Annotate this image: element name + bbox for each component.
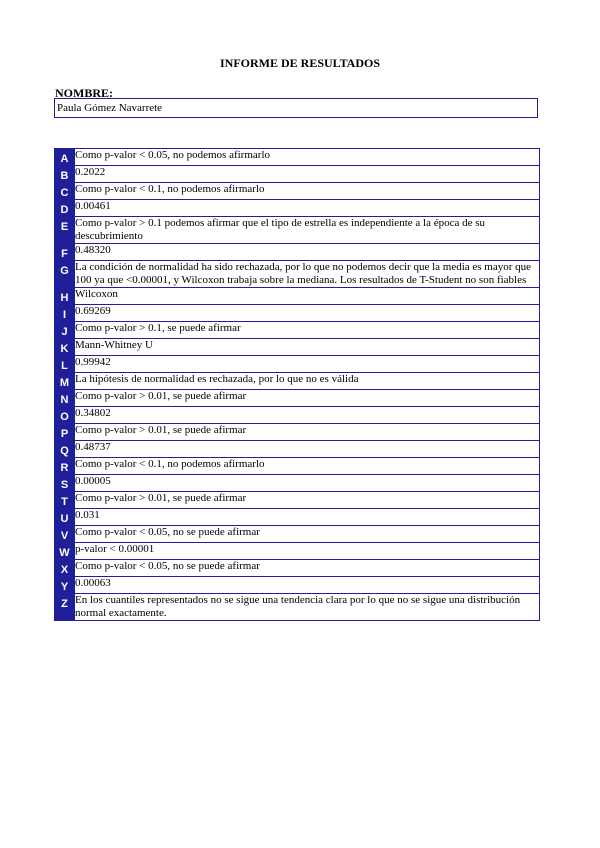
answer-text: 0.69269: [75, 305, 540, 322]
answer-row-o: [55, 407, 540, 424]
answer-row-m: [55, 373, 540, 390]
answer-letter-text: A: [60, 153, 69, 165]
answer-text: Como p-valor > 0.01, se puede afirmar: [75, 390, 540, 407]
answer-letter: [55, 594, 75, 621]
answer-letter-text: B: [60, 170, 69, 182]
answer-row-x: [55, 560, 540, 577]
answer-text: Como p-valor < 0.05, no se puede afirmar: [75, 560, 540, 577]
answer-text: En los cuantiles representados no se sigue una tendencia clara por lo que no se sigue una distribución normal exactamente.: [75, 594, 540, 621]
answer-letter-text: E: [60, 221, 69, 233]
answer-letter: [55, 407, 75, 424]
answer-text: Wilcoxon: [75, 288, 540, 305]
answer-row-y: [55, 577, 540, 594]
answer-text: 0.48737: [75, 441, 540, 458]
answer-letter-text: N: [60, 394, 69, 406]
answer-row-z: [55, 594, 540, 621]
answer-row-i: [55, 305, 540, 322]
answer-row-r: [55, 458, 540, 475]
answer-row-u: [55, 509, 540, 526]
answer-letter: [55, 509, 75, 526]
answer-text: Como p-valor < 0.05, no se puede afirmar: [75, 526, 540, 543]
answer-letter-text: Z: [61, 598, 68, 610]
answer-text: 0.031: [75, 509, 540, 526]
answer-letter-text: K: [60, 343, 69, 355]
answer-row-n: [55, 390, 540, 407]
answer-text: Como p-valor > 0.1 podemos afirmar que el tipo de estrella es independiente a la época de su descubrimiento: [75, 217, 540, 244]
answer-row-q: [55, 441, 540, 458]
answer-text: 0.34802: [75, 407, 540, 424]
answer-letter: [55, 288, 75, 305]
answer-text: 0.00063: [75, 577, 540, 594]
answer-row-e: [55, 217, 540, 244]
answer-letter-text: V: [60, 530, 69, 542]
answer-row-d: [55, 200, 540, 217]
answer-text: Como p-valor < 0.1, no podemos afirmarlo: [75, 183, 540, 200]
answer-letter: [55, 543, 75, 560]
report-title: INFORME DE RESULTADOS: [219, 56, 381, 70]
answer-letter-text: W: [59, 547, 70, 559]
answer-text: 0.48320: [75, 244, 540, 261]
answer-letter-text: Q: [60, 445, 69, 457]
answer-letter: [55, 526, 75, 543]
answer-letter: [55, 475, 75, 492]
answer-text: Como p-valor < 0.1, no podemos afirmarlo: [75, 458, 540, 475]
answer-letter-text: D: [60, 204, 69, 216]
answer-letter-text: X: [60, 564, 69, 576]
answer-letter-text: U: [60, 513, 69, 525]
answer-letter: [55, 217, 75, 244]
answer-letter-text: J: [61, 326, 68, 338]
answer-text: 0.00461: [75, 200, 540, 217]
answer-letter: [55, 244, 75, 261]
answer-text: Como p-valor > 0.01, se puede afirmar: [75, 492, 540, 509]
answer-letter: [55, 390, 75, 407]
answer-letter: [55, 458, 75, 475]
answer-row-w: [55, 543, 540, 560]
answer-letter: [55, 356, 75, 373]
answer-letter-text: M: [59, 377, 70, 389]
answer-text: Mann-Whitney U: [75, 339, 540, 356]
answer-letter-text: H: [60, 292, 69, 304]
answer-row-b: [55, 166, 540, 183]
answer-row-l: [55, 356, 540, 373]
answer-letter-text: S: [60, 479, 69, 491]
answer-letter-text: I: [62, 309, 67, 321]
answer-letter-text: L: [61, 360, 68, 372]
answer-letter-text: P: [60, 428, 69, 440]
answers-table: [54, 148, 540, 621]
answer-letter-text: G: [60, 265, 69, 277]
answer-row-p: [55, 424, 540, 441]
answer-letter-text: F: [61, 248, 68, 260]
answer-letter: [55, 373, 75, 390]
answer-text: 0.2022: [75, 166, 540, 183]
answer-letter: [55, 577, 75, 594]
answer-text: 0.99942: [75, 356, 540, 373]
answer-letter-text: Y: [60, 581, 69, 593]
answer-row-c: [55, 183, 540, 200]
answer-letter-text: R: [60, 462, 69, 474]
answer-letter: [55, 441, 75, 458]
answer-letter: [55, 305, 75, 322]
answer-letter: [55, 261, 75, 288]
answer-row-k: [55, 339, 540, 356]
answer-text: 0.00005: [75, 475, 540, 492]
answer-row-f: [55, 244, 540, 261]
answer-letter: [55, 424, 75, 441]
answer-row-j: [55, 322, 540, 339]
answer-row-t: [55, 492, 540, 509]
answer-letter: [55, 183, 75, 200]
answer-text: Como p-valor > 0.01, se puede afirmar: [75, 424, 540, 441]
answer-text: p-valor < 0.00001: [75, 543, 540, 560]
answer-row-g: [55, 261, 540, 288]
answer-row-v: [55, 526, 540, 543]
answer-letter: [55, 560, 75, 577]
answer-text: Como p-valor > 0.1, se puede afirmar: [75, 322, 540, 339]
answer-text: La hipótesis de normalidad es rechazada, por lo que no es válida: [75, 373, 540, 390]
name-label: NOMBRE:: [55, 86, 113, 100]
answer-letter-text: O: [60, 411, 69, 423]
answer-letter-text: C: [60, 187, 69, 199]
answer-letter: [55, 322, 75, 339]
answer-letter: [55, 200, 75, 217]
answer-row-h: [55, 288, 540, 305]
answer-row-s: [55, 475, 540, 492]
answer-row-a: [55, 149, 540, 166]
answer-letter: [55, 492, 75, 509]
answer-letter: [55, 166, 75, 183]
answer-letter: [55, 149, 75, 166]
answer-text: La condición de normalidad ha sido rechazada, por lo que no podemos decir que la media es mayor que 100 ya que <0.00001, y Wilcoxon trabaja sobre la mediana. Los resultados de T-Student no son fiables: [75, 261, 540, 288]
answer-letter: [55, 339, 75, 356]
answer-text: Como p-valor < 0.05, no podemos afirmarlo: [75, 149, 540, 166]
name-field: Paula Gómez Navarrete: [54, 98, 538, 118]
answer-letter-text: T: [61, 496, 68, 508]
